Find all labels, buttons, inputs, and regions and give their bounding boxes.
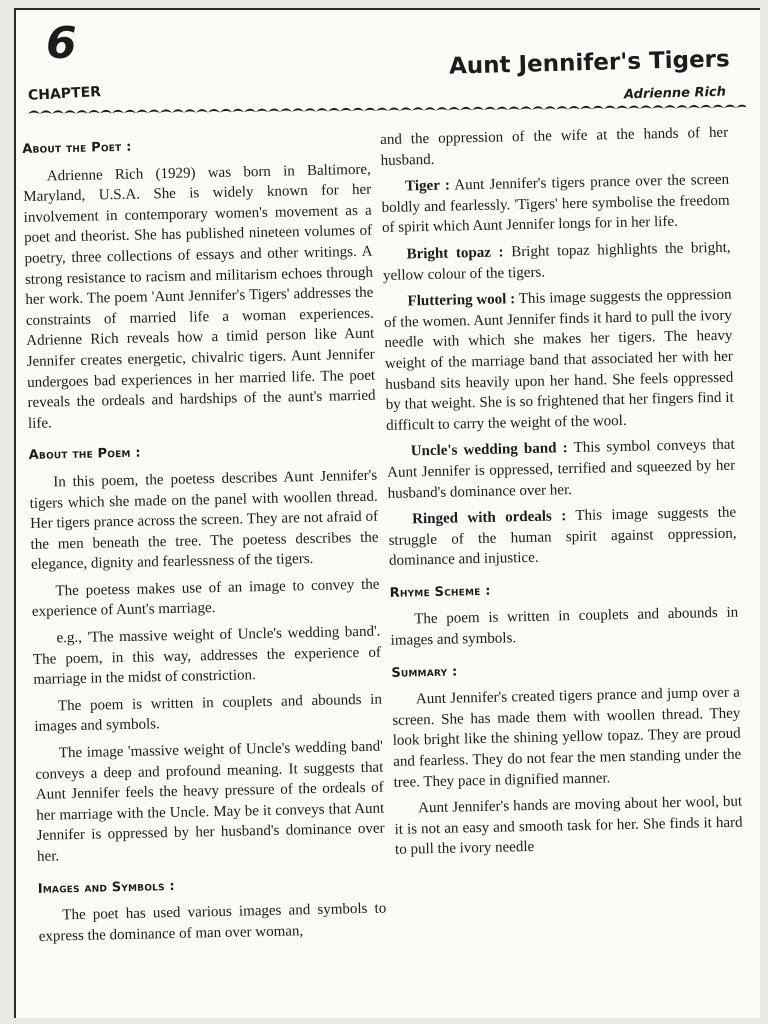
symbol-description: This symbol conveys that Aunt Jennifer is oppressed, terrified and squeezed by her husband's dominance over her.: [387, 436, 736, 502]
symbol-entry-band: [387, 435, 736, 504]
left-column: [22, 129, 387, 953]
right-column: [380, 123, 743, 867]
symbol-description: Aunt Jennifer's tigers prance over the screen boldly and fearlessly. 'Tigers' here symbolise the freedom of spirit which Aunt Jennifer longs for in her life.: [381, 171, 730, 237]
chapter-number: 6: [46, 18, 77, 69]
symbol-term: Fluttering wool :: [407, 291, 516, 310]
page-title: Aunt Jennifer's Tigers: [449, 46, 731, 80]
rhyme-scheme-heading: Rhyme Scheme :: [389, 583, 491, 601]
symbol-entry-wool: [383, 285, 734, 436]
author-name: Adrienne Rich: [623, 84, 727, 103]
images-symbols-paragraph: The poet has used various images and symbols to express the dominance of man over woman,: [38, 900, 387, 945]
about-poem-paragraph: The image 'massive weight of Uncle's wedding band' conveys a deep and profound meaning. It suggests that Aunt Jennifer feels the heavy pressure of the ordeals of her marriage with the Uncle. May be it conveys that Aunt Jennifer is oppressed by her husband's dominance over her.: [35, 738, 385, 865]
rhyme-scheme-paragraph: The poem is written in couplets and abounds in images and symbols.: [390, 605, 739, 649]
symbol-description: This image suggests the struggle of the human spirit against oppression, dominance and injustice.: [388, 504, 737, 570]
continued-paragraph: and the oppression of the wife at the hands of her husband.: [380, 124, 729, 169]
chapter-label: CHAPTER: [27, 84, 102, 104]
about-poem-paragraph: The poetess makes use of an image to convey the experience of Aunt's marriage.: [31, 576, 380, 621]
symbol-description: This image suggests the oppression of the women. Aunt Jennifer finds it hard to pull the ivory needle with which she makes her tigers. The heavy weight of the marriage band that associated her with her husband sits heavily upon her hand. She feels oppressed by that weight. She is so frightened that her fingers find it difficult to carry the weight of the wool.: [383, 286, 734, 434]
symbol-entry-topaz: [382, 238, 731, 286]
symbol-term: Tiger :: [405, 177, 451, 195]
about-poem-paragraph: e.g., 'The massive weight of Uncle's wedding band'. The poem, in this way, addresses the experience of marriage in the midst of constriction.: [32, 623, 382, 689]
book-page: [14, 8, 760, 1018]
summary-paragraph: Aunt Jennifer's created tigers prance and jump over a screen. She has made them with woollen thread. They look bright like the shining yellow topaz. They are proud and fearless. They do not fear the men standing under the tree. They pace in dignified manner.: [392, 684, 742, 791]
summary-heading: Summary :: [391, 664, 458, 681]
about-poem-heading: About the Poem :: [28, 445, 141, 464]
about-poem-paragraph: The poem is written in couplets and abounds in images and symbols.: [34, 691, 383, 736]
wave-ornament-divider: [28, 100, 746, 126]
symbol-term: Uncle's wedding band :: [410, 440, 568, 460]
about-poet-paragraph: Adrienne Rich (1929) was born in Baltimore, Maryland, U.S.A. She is widely known for her involvement in contemporary women's movement as a poet and theorist. She has published nineteen volumes of poetry, three collections of essays and other writings. A strong resistance to racism and militarism echoes through her work. The poem 'Aunt Jennifer's Tigers' addresses the constraints of married life a woman experiences. Adrienne Rich reveals how a timid person like Aunt Jennifer creates energetic, chivalric tigers. Aunt Jennifer undergoes bad experiences in her married life. The poet reveals the ordeals and hardships of the aunt's married life.: [23, 161, 376, 432]
symbol-entry-tiger: [381, 170, 730, 239]
symbol-term: Bright topaz :: [406, 244, 504, 263]
about-poet-heading: About the Poet :: [22, 139, 132, 157]
symbol-description: Bright topaz highlights the bright, yellow colour of the tigers.: [382, 239, 731, 284]
summary-paragraph: Aunt Jennifer's hands are moving about her wool, but it is not an easy and smooth task for her. She finds it hard to pull the ivory needle: [394, 793, 743, 859]
images-symbols-heading: Images and Symbols :: [37, 878, 175, 897]
about-poem-paragraph: In this poem, the poetess describes Aunt Jennifer's tigers which she made on the panel with woollen thread. Her tigers prance across the screen. They are not afraid of the men beneath the tree. The poetess describes the elegance, dignity and fearlessness of the tigers.: [29, 467, 379, 574]
symbol-entry-ordeals: [388, 503, 737, 572]
symbol-term: Ringed with ordeals :: [411, 508, 567, 528]
